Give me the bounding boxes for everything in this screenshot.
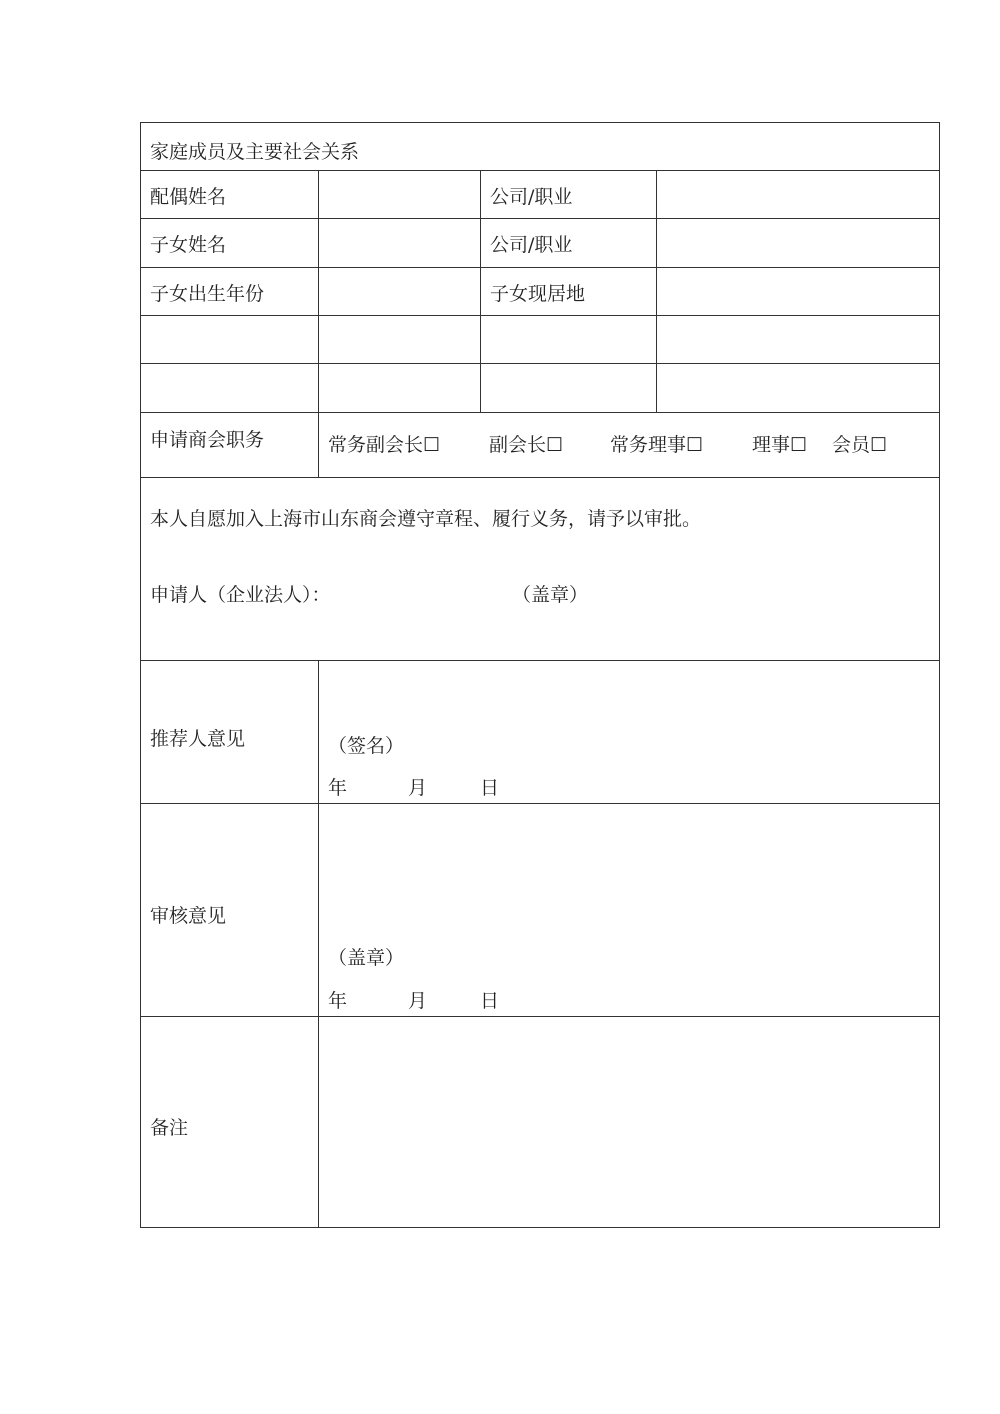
empty-cell[interactable] [319, 364, 480, 412]
child-company-job-label: 公司/职业 [490, 234, 573, 256]
empty-cell[interactable] [481, 364, 656, 412]
empty-cell[interactable] [481, 316, 656, 363]
recommender-year-label: 年 [328, 777, 348, 799]
remarks-label: 备注 [150, 1117, 189, 1139]
child-residence-label: 子女现居地 [490, 283, 586, 305]
table-border-right [939, 122, 940, 1228]
review-day-label: 日 [480, 990, 500, 1012]
review-opinion-field[interactable] [319, 804, 939, 1016]
option-director-checkbox[interactable]: 理事☐ [752, 434, 808, 456]
table-border-left [140, 122, 141, 1228]
application-form-table [140, 122, 940, 1228]
row-divider [140, 477, 940, 478]
empty-cell[interactable] [657, 316, 939, 363]
spouse-company-job-field[interactable] [657, 171, 939, 218]
spouse-name-field[interactable] [319, 171, 480, 218]
empty-cell[interactable] [141, 364, 318, 412]
child-name-field[interactable] [319, 219, 480, 267]
review-seal-label: （盖章） [328, 947, 405, 969]
child-company-job-field[interactable] [657, 219, 939, 267]
review-month-label: 月 [408, 990, 428, 1012]
table-border-top [140, 122, 940, 123]
remarks-field[interactable] [319, 1017, 939, 1227]
option-member-checkbox[interactable]: 会员☐ [832, 434, 888, 456]
review-year-label: 年 [328, 990, 348, 1012]
spouse-name-label: 配偶姓名 [150, 186, 227, 208]
applicant-signature-field[interactable] [330, 577, 510, 611]
option-vice-president-checkbox[interactable]: 副会长☐ [489, 434, 564, 456]
child-birth-year-label: 子女出生年份 [150, 283, 265, 305]
option-executive-director-checkbox[interactable]: 常务理事☐ [610, 434, 704, 456]
child-birth-year-field[interactable] [319, 268, 480, 315]
applicant-seal-label: （盖章） [512, 584, 589, 606]
empty-cell[interactable] [657, 364, 939, 412]
recommender-sign-label: （签名） [328, 735, 405, 757]
section-title: 家庭成员及主要社会关系 [150, 141, 360, 163]
position-label: 申请商会职务 [150, 429, 265, 451]
recommender-label: 推荐人意见 [150, 728, 246, 750]
option-executive-vice-president-checkbox[interactable]: 常务副会长☐ [328, 434, 441, 456]
review-label: 审核意见 [150, 905, 227, 927]
empty-cell[interactable] [141, 316, 318, 363]
spouse-company-job-label: 公司/职业 [490, 186, 573, 208]
child-name-label: 子女姓名 [150, 234, 227, 256]
child-residence-field[interactable] [657, 268, 939, 315]
empty-cell[interactable] [319, 316, 480, 363]
recommender-day-label: 日 [480, 777, 500, 799]
declaration-statement: 本人自愿加入上海市山东商会遵守章程、履行义务，请予以审批。 [150, 508, 702, 530]
table-border-bottom [140, 1227, 940, 1228]
row-divider [140, 412, 940, 413]
applicant-label: 申请人（企业法人）： [150, 584, 331, 606]
recommender-month-label: 月 [408, 777, 428, 799]
